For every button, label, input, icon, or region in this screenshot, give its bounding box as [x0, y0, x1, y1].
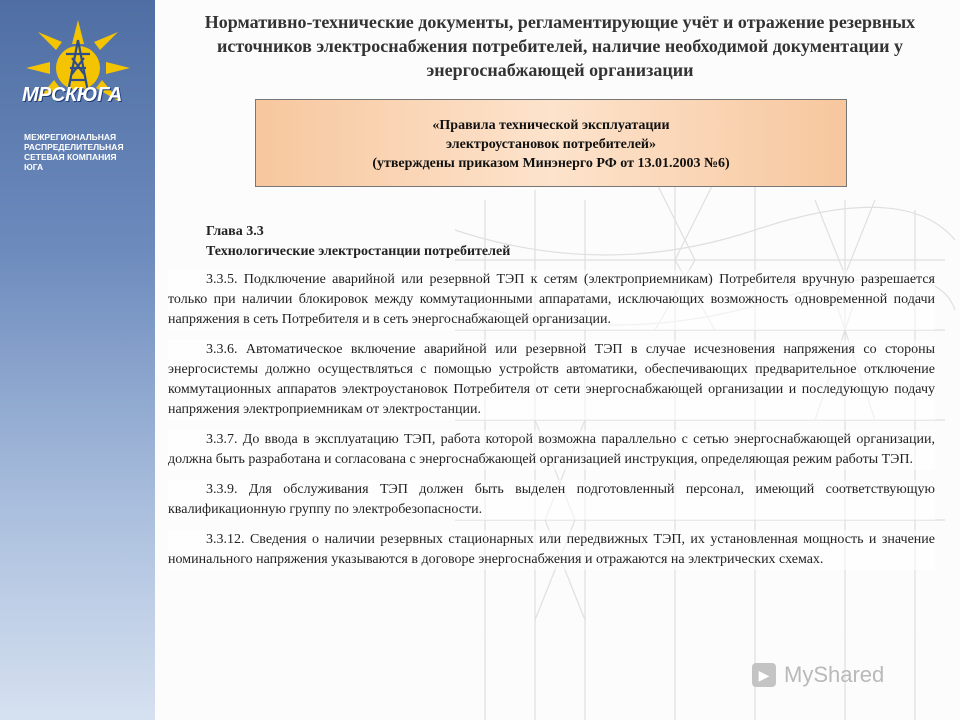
sidebar	[0, 0, 155, 720]
company-logo-sun-icon	[22, 18, 134, 130]
chapter-number: Глава 3.3	[206, 224, 264, 239]
rules-document-box	[255, 99, 847, 187]
rules-box-line: (утверждены приказом Минэнерго РФ от 13.01.2003 №6)	[372, 156, 730, 171]
watermark-text: MyShared	[784, 662, 885, 687]
rules-box-line: электроустановок потребителей»	[445, 137, 657, 152]
watermark	[752, 662, 884, 688]
chapter-name: Технологические электростанции потребителей	[206, 244, 511, 259]
document-content	[168, 222, 935, 580]
company-name	[24, 132, 149, 172]
company-name-line: МЕЖРЕГИОНАЛЬНАЯ	[24, 132, 117, 142]
paragraph-3-3-9: 3.3.9. Для обслуживания ТЭП должен быть выделен подготовленный персонал, имеющий соответствующую квалификационную группу по электробезопасности.	[168, 480, 935, 520]
company-name-line: СЕТЕВАЯ КОМПАНИЯ	[24, 152, 117, 162]
paragraph-3-3-12: 3.3.12. Сведения о наличии резервных стационарных или передвижных ТЭП, их установленная мощность и значение номинального напряжения указываются в договоре энергоснабжения и отражаются на электрических схемах.	[168, 530, 935, 570]
company-name-line: ЮГА	[24, 162, 44, 172]
rules-box-line: «Правила технической эксплуатации	[432, 118, 670, 133]
paragraph-3-3-7: 3.3.7. До ввода в эксплуатацию ТЭП, работа которой возможна параллельно с сетью энергоснабжающей организации, должна быть разработана и согласована с энергоснабжающей организацией инструкция, определяющая режим работы ТЭП.	[168, 430, 935, 470]
play-icon: ▶	[752, 663, 776, 687]
paragraph-3-3-5: 3.3.5. Подключение аварийной или резервной ТЭП к сетям (электроприемникам) Потребителя вручную разрешается только при наличии блокировок между коммутационными аппаратами, исключающих возможность одновременной подачи напряжения в сеть Потребителя и в сеть энергоснабжающей организации.	[168, 270, 935, 330]
company-logo-text: МРСКЮГА	[22, 84, 122, 106]
paragraph-3-3-6: 3.3.6. Автоматическое включение аварийной или резервной ТЭП в случае исчезновения напряжения со стороны энергосистемы должно осуществляться с помощью устройств автоматики, обеспечивающих предварительное отключение коммутационных аппаратов электроустановок Потребителя от сети энергоснабжающей организации и последующую подачу напряжения электроприемникам от электростанции.	[168, 340, 935, 420]
company-name-line: РАСПРЕДЕЛИТЕЛЬНАЯ	[24, 142, 124, 152]
page-title: Нормативно-технические документы, регламентирующие учёт и отражение резервных источников электроснабжения потребителей, наличие необходимой документации у энергоснабжающей организации	[204, 12, 916, 80]
chapter-heading	[168, 222, 935, 262]
